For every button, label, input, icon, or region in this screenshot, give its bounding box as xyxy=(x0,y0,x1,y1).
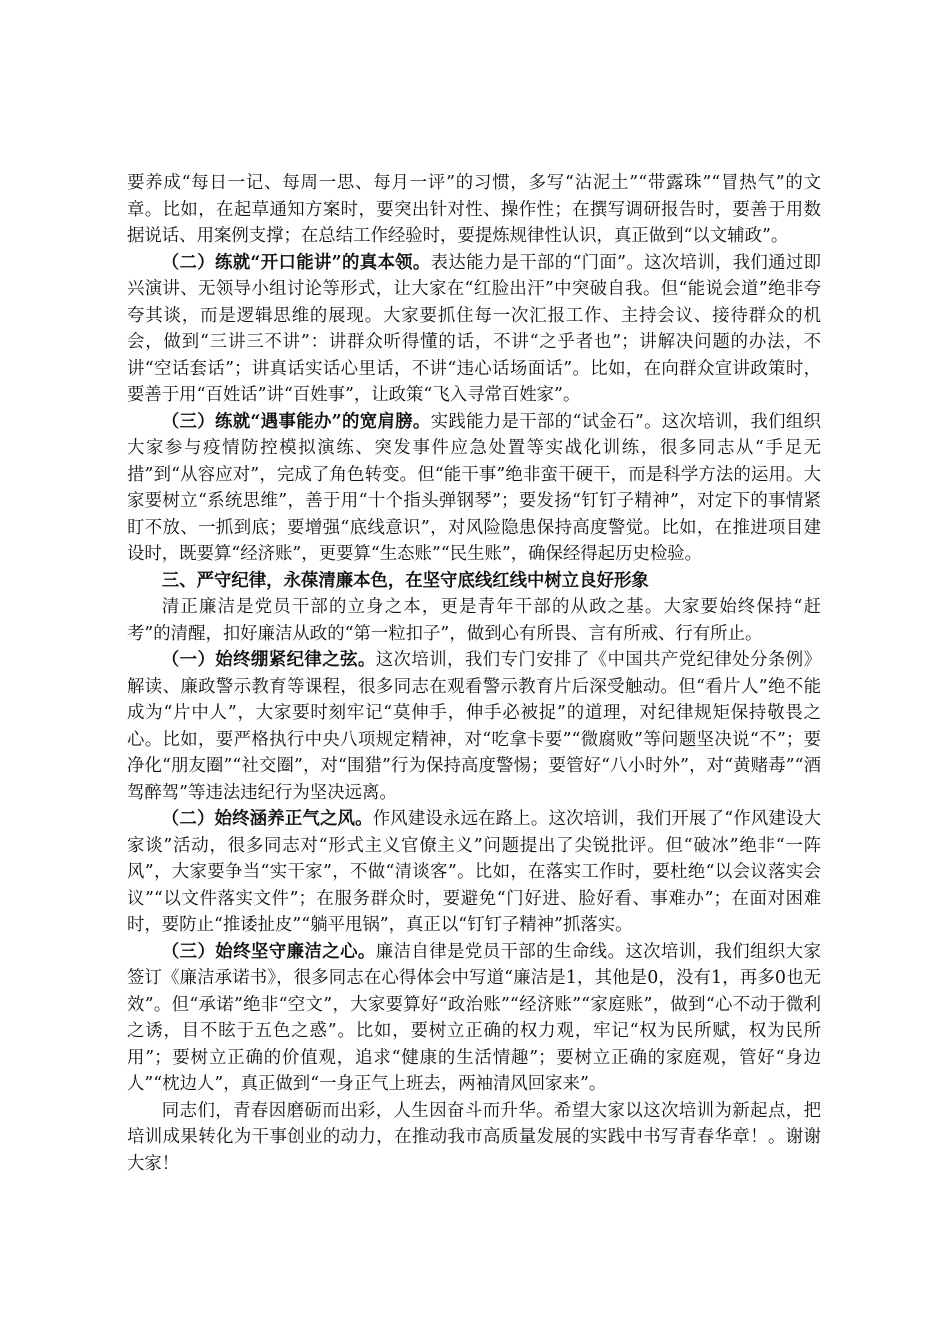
section3-heading: 三、严守纪律，永葆清廉本色，在坚守底线红线中树立良好形象 xyxy=(161,570,649,591)
section2-item-3-body: 实践能力是干部的“试金石”。这次培训，我们组织大家参与疫情防控模拟演练、突发事件应急处置等实战化训练，很多同志从“手足无措”到“从容应对”，完成了角色转变。但“能干事”绝非蛮干硬干，而是科学方法的运用。大家要树立“系统思维”，善于用“十个指头弹钢琴”；要发扬“钉钉子精神”，对定下的事情紧盯不放、一抓到底；要增强“底线意识”，对风险隐患保持高度警觉。比如，在推进项目建设时，既要算“经济账”，更要算“生态账”“民生账”，确保经得起历史检验。 xyxy=(127,411,821,564)
section3-item-3-paragraph xyxy=(127,939,821,1098)
section3-item-2-paragraph xyxy=(127,806,821,939)
section3-item-3-lead: （三）始终坚守廉洁之心。 xyxy=(161,941,376,962)
section3-item-1-lead: （一）始终绷紧纪律之弦。 xyxy=(161,650,376,670)
section2-item-3-paragraph xyxy=(127,409,821,568)
section2-item-2-lead: （二）练就“开口能讲”的真本领。 xyxy=(161,252,431,273)
section3-item-2-body: 作风建设永远在路上。这次培训，我们开展了“作风建设大家谈”活动，很多同志对“形式主义官僚主义”问题提出了尖锐批评。但“破冰”绝非“一阵风”，大家要争当“实干家”，不做“清谈客”。比如，在落实工作时，要杜绝“以会议落实会议”“以文件落实文件”；在服务群众时，要避免“门好进、脸好看、事难办”；在面对困难时，要防止“推诿扯皮”“躺平甩锅”，真正以“钉钉子精神”抓落实。 xyxy=(127,809,821,935)
section3-intro: 清正廉洁是党员干部的立身之本，更是青年干部的从政之基。大家要始终保持“赶考”的清醒，扣好廉洁从政的“第一粒扣子”，做到心有所畏、言有所戒、行有所止。 xyxy=(127,597,821,644)
section3-item-1-body: 这次培训，我们专门安排了《中国共产党纪律处分条例》解读、廉政警示教育等课程，很多同志在观看警示教育片后深受触动。但“看片人”绝不能成为“片中人”，大家要时刻牢记“莫伸手，伸手必被捉”的道理，对纪律规矩保持敬畏之心。比如，要严格执行中央八项规定精神，对“吃拿卡要”“微腐败”等问题坚决说“不”；要净化“朋友圈”“社交圈”，对“围猎”行为保持高度警惕；要管好“八小时外”，对“黄赌毒”“酒驾醉驾”等违法违纪行为坚决远离。 xyxy=(127,650,821,803)
section3-item-2-lead: （二）始终涵养正气之风。 xyxy=(161,809,373,829)
section2-item-2-paragraph xyxy=(127,250,821,409)
section3-item-3-body: 廉洁自律是党员干部的生命线。这次培训，我们组织大家签订《廉洁承诺书》，很多同志在心得体会中写道“廉洁是1，其他是0，没有1，再多0也无效”。但“承诺”绝非“空文”，大家要算好“政治账”“经济账”“家庭账”，做到“心不动于微利之诱，目不眩于五色之惑”。比如，要树立正确的权力观，牢记“权为民所赋，权为民所用”；要树立正确的价值观，追求“健康的生活情趣”；要树立正确的家庭观，管好“身边人”“枕边人”，真正做到“一身正气上班去，两袖清风回家来”。 xyxy=(127,941,821,1094)
section2-item-2-body: 表达能力是干部的“门面”。这次培训，我们通过即兴演讲、无领导小组讨论等形式，让大家在“红脸出汗”中突破自我。但“能说会道”绝非夸夸其谈，而是逻辑思维的展现。大家要抓住每一次汇报工作、主持会议、接待群众的机会，做到“三讲三不讲”：讲群众听得懂的话，不讲“之乎者也”；讲解决问题的办法，不讲“空话套话”；讲真话实话心里话，不讲“违心话场面话”。比如，在向群众宣讲政策时，要善于用“百姓话”讲“百姓事”，让政策“飞入寻常百姓家”。 xyxy=(127,252,821,405)
closing-paragraph: 同志们，青春因磨砺而出彩，人生因奋斗而升华。希望大家以这次培训为新起点，把培训成果转化为干事创业的动力，在推动我市高质量发展的实践中书写青春华章！。谢谢大家！ xyxy=(127,1100,821,1174)
section3-item-1-paragraph xyxy=(127,647,821,806)
opening-paragraph: 要养成“每日一记、每周一思、每月一评”的习惯，多写“沾泥土”“带露珠”“冒热气”的文章。比如，在起草通知方案时，要突出针对性、操作性；在撰写调研报告时，要善于用数据说话、用案例支撑；在总结工作经验时，要提炼规律性认识，真正做到“以文辅政”。 xyxy=(127,173,821,246)
document-body xyxy=(127,170,821,1177)
section2-item-3-lead: （三）练就“遇事能办”的宽肩膀。 xyxy=(161,411,431,432)
